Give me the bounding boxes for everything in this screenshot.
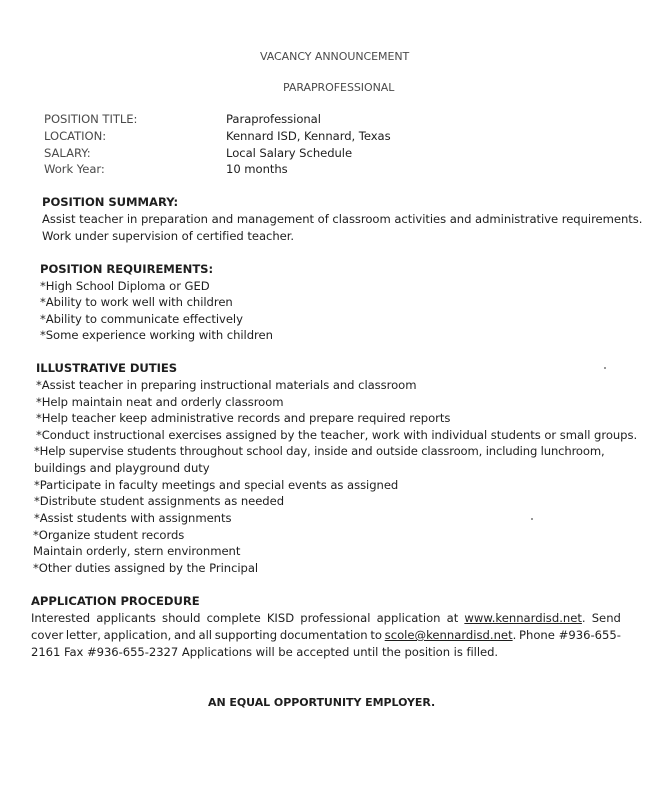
equal-opportunity-footer: AN EQUAL OPPORTUNITY EMPLOYER. (208, 696, 436, 709)
website-link[interactable]: www.kennardisd.net (464, 611, 582, 625)
detail-label: LOCATION: (44, 129, 107, 143)
requirement-item: *Some experience working with children (40, 328, 273, 342)
word: application (376, 611, 441, 625)
word: should (162, 611, 201, 625)
detail-label: SALARY: (44, 146, 91, 160)
word: Send (591, 611, 621, 625)
detail-value: Kennard ISD, Kennard, Texas (226, 129, 391, 143)
scan-speck (531, 518, 533, 520)
duty-item: *Help maintain neat and orderly classroom (36, 395, 284, 409)
scan-speck (604, 367, 606, 369)
duty-item: *Participate in faculty meetings and special events as assigned (34, 478, 399, 492)
word: application, (103, 628, 172, 642)
announcement-title: VACANCY ANNOUNCEMENT (260, 50, 410, 63)
word: complete (206, 611, 261, 625)
duty-item: *Conduct instructional exercises assigned by the teacher, work with individual students or small groups. (36, 428, 638, 442)
requirement-item: *Ability to work well with children (40, 295, 233, 309)
word: all (198, 628, 213, 642)
detail-value: 10 months (226, 162, 288, 176)
duty-item: *Help supervise students throughout school day, inside and outside classroom, including lunchroom, (34, 444, 605, 458)
duty-item: *Assist teacher in preparing instructional materials and classroom (36, 378, 417, 392)
application-heading: APPLICATION PROCEDURE (31, 594, 200, 608)
phone-text: Phone #936-655- (519, 628, 621, 642)
word: supporting (214, 628, 278, 642)
website-group (464, 611, 585, 625)
word: applicants (96, 611, 156, 625)
duty-item: *Organize student records (33, 528, 185, 542)
duty-item: Maintain orderly, stern environment (33, 544, 241, 558)
detail-value: Local Salary Schedule (226, 146, 353, 160)
application-line-1 (31, 611, 621, 625)
word: and (173, 628, 196, 642)
requirements-heading: POSITION REQUIREMENTS: (40, 262, 214, 276)
requirement-item: *High School Diploma or GED (40, 279, 210, 293)
email-link[interactable]: scole@kennardisd.net (384, 628, 513, 642)
punctuation: . (512, 628, 517, 642)
word: at (446, 611, 459, 625)
detail-label: POSITION TITLE: (44, 112, 138, 126)
duties-heading: ILLUSTRATIVE DUTIES (36, 361, 178, 375)
announcement-subtitle: PARAPROFESSIONAL (283, 81, 395, 94)
summary-line: Work under supervision of certified teacher. (42, 229, 295, 243)
word: to (370, 628, 382, 642)
detail-value: Paraprofessional (226, 112, 321, 126)
duty-item: *Help teacher keep administrative records and prepare required reports (36, 411, 451, 425)
summary-heading: POSITION SUMMARY: (42, 195, 179, 209)
application-line-2 (31, 628, 621, 642)
summary-line: Assist teacher in preparation and management of classroom activities and administrative requirements. (42, 212, 643, 226)
word: letter, (65, 628, 101, 642)
word: Interested (31, 611, 91, 625)
word: KISD (266, 611, 295, 625)
duty-item: *Assist students with assignments (34, 511, 232, 525)
detail-label: Work Year: (44, 162, 105, 176)
duty-item-continued: buildings and playground duty (34, 461, 210, 475)
word: professional (300, 611, 371, 625)
punctuation: . (581, 611, 586, 625)
duty-item: *Distribute student assignments as needed (34, 494, 285, 508)
word: documentation (279, 628, 368, 642)
application-line-3: 2161 Fax #936-655-2327 Applications will be accepted until the position is filled. (31, 645, 499, 659)
email-group (385, 628, 517, 642)
duty-item: *Other duties assigned by the Principal (33, 561, 259, 575)
requirement-item: *Ability to communicate effectively (40, 312, 243, 326)
word: cover (31, 628, 64, 642)
